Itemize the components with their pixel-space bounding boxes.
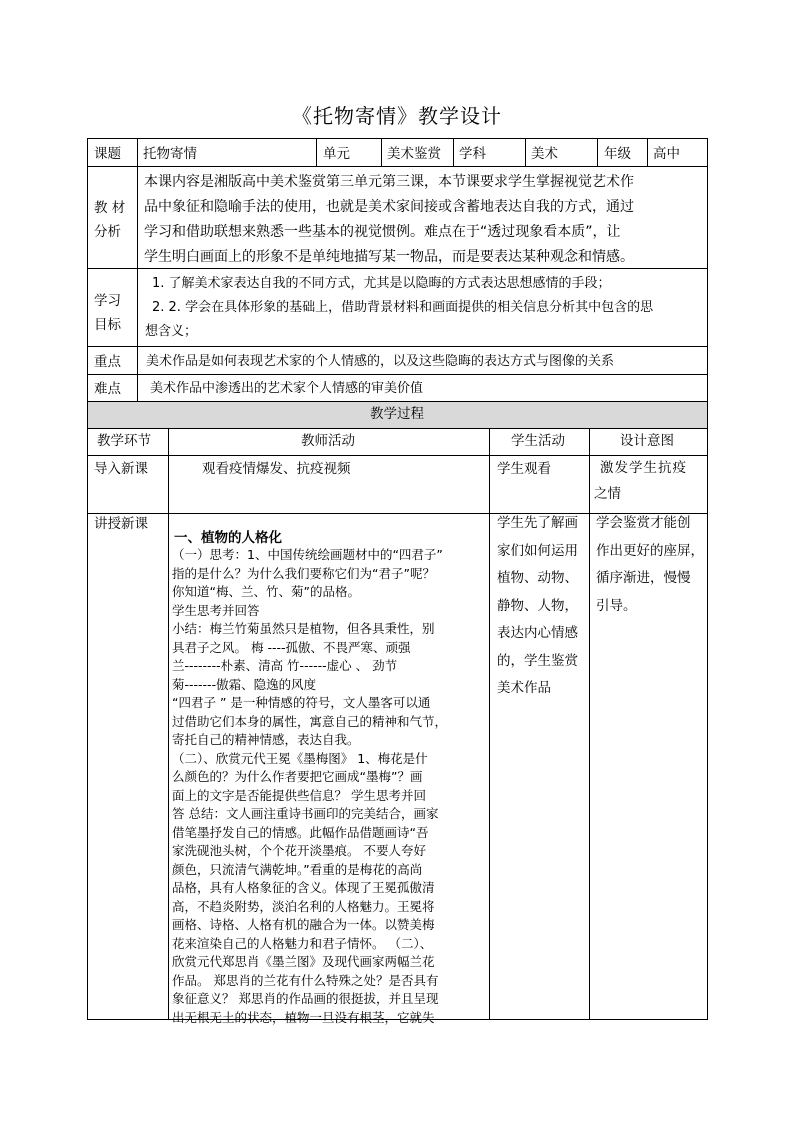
col-divider xyxy=(597,138,598,166)
row-divider xyxy=(87,166,708,167)
row-divider xyxy=(87,428,708,429)
teacher-line: 么颜色的？为什么作者要把它画成“墨梅”？画 xyxy=(172,769,423,784)
teacher-line: 高，不趋炎附势，淡泊名利的人格魅力。王冕将 xyxy=(172,898,435,914)
student-line: 家们如何运用 xyxy=(497,542,578,559)
student-line: 静物、人物， xyxy=(497,597,578,614)
teacher-line: 画格、诗格、人格有机的融合为一体。以赞美梅 xyxy=(172,917,435,932)
key-point-label: 重点 xyxy=(94,354,121,370)
analysis-text xyxy=(144,170,634,270)
process-header: 教学过程 xyxy=(370,406,424,422)
unit-label: 单元 xyxy=(323,146,350,162)
teacher-line: 你知道“梅、兰、竹、菊”的品格。 xyxy=(172,584,360,599)
student-line: 学生先了解画 xyxy=(497,515,578,531)
intent-line: 引导。 xyxy=(596,597,637,614)
key-point-text: 美术作品是如何表现艺术家的个人情感的，以及这些隐晦的表达方式与图像的关系 xyxy=(146,354,615,369)
subject-label: 学科 xyxy=(459,146,486,162)
column-header-teacher: 教师活动 xyxy=(301,433,355,449)
objective-line: 1. 了解美术家表达自我的不同方式，尤其是以隐晦的方式表达思想感情的手段； xyxy=(152,276,611,291)
teach-intent xyxy=(596,510,704,620)
objectives-label: 学习 xyxy=(94,293,121,309)
row-divider xyxy=(87,374,708,375)
teacher-line: 学生思考并回答 xyxy=(172,602,260,618)
teacher-line: （二）、欣赏元代王冕《墨梅图》 1、梅花是什 xyxy=(172,750,428,766)
intent-line: 之情 xyxy=(594,486,621,502)
teacher-line: 家洗砚池头树，个个花开淡墨痕。 不要人夸好 xyxy=(172,843,426,858)
difficulty-text: 美术作品中渗透出的艺术家个人情感的审美价值 xyxy=(150,381,424,396)
col-divider xyxy=(168,428,169,1020)
col-divider xyxy=(316,138,317,166)
column-header-intent: 设计意图 xyxy=(620,433,674,449)
intent-line: 作出更好的座屏， xyxy=(596,542,704,559)
col-divider xyxy=(381,138,382,166)
intro-intent xyxy=(594,455,687,507)
intent-line: 激发学生抗疫 xyxy=(600,460,687,476)
student-activity xyxy=(497,510,578,703)
intro-stage: 导入新课 xyxy=(94,461,148,477)
teacher-line: 出无根无土的状态，植物一旦没有根茎，它就失 xyxy=(172,1009,435,1025)
teacher-line: 指的是什么？为什么我们要称它们为“君子”呢？ xyxy=(172,565,435,581)
intro-student: 学生观看 xyxy=(497,461,551,477)
teach-stage: 讲授新课 xyxy=(94,516,148,532)
teacher-activity xyxy=(172,546,447,1027)
analysis-line: 学习和借助联想来熟悉一些基本的视觉惯例。难点在于“透过现象看本质”，让 xyxy=(144,224,621,240)
teacher-line: “四君子 ” 是一种情感的符号，文人墨客可以通 xyxy=(172,695,431,710)
objective-line: 2. 2. 学会在具体形象的基础上，借助背景材料和画面提供的相关信息分析其中包含的思 xyxy=(152,300,654,315)
analysis-line: 学生明白画面上的形象不是单纯地描写某一物品，而是要表达某种观念和情感。 xyxy=(144,249,634,265)
student-line: 美术作品 xyxy=(497,680,551,696)
column-header-stage: 教学环节 xyxy=(97,433,151,449)
teacher-line: 借笔墨抒发自己的情感。此幅作品借题画诗“吾 xyxy=(172,824,429,840)
intro-teacher: 观看疫情爆发、抗疫视频 xyxy=(202,461,351,477)
teacher-line: 作品。 郑思肖的兰花有什么特殊之处？是否具有 xyxy=(172,972,439,988)
teacher-section-heading: 一、植物的人格化 xyxy=(174,530,282,546)
col-divider xyxy=(647,138,648,166)
difficulty-label: 难点 xyxy=(94,381,121,397)
teacher-line: 花来渲染自己的人格魅力和君子情怀。 （二）、 xyxy=(172,935,433,951)
row-divider xyxy=(87,346,708,347)
teacher-line: 具君子之风。 梅 ----孤傲、不畏严寒、顽强 xyxy=(172,639,411,655)
teacher-line: 兰--------朴素、清高 竹------虚心 、 劲节 xyxy=(172,658,398,673)
grade-value: 高中 xyxy=(653,146,680,162)
objectives-text xyxy=(145,272,654,344)
teacher-line: 答 总结：文人画注重诗书画印的完美结合，画家 xyxy=(172,806,439,821)
teacher-line: 颜色，只流清气满乾坤。”看重的是梅花的高尚 xyxy=(172,861,423,877)
analysis-line: 本课内容是湘版高中美术鉴赏第三单元第三课，本节课要求学生掌握视觉艺术作 xyxy=(144,174,634,190)
document-title: 《托物寄情》教学设计 xyxy=(292,104,502,128)
analysis-label: 教 材 xyxy=(94,200,126,216)
teacher-line: 寄托自己的精神情感，表达自我。 xyxy=(172,732,360,747)
course-label: 课题 xyxy=(94,146,121,162)
objectives-label: 目标 xyxy=(94,317,121,333)
objective-line: 想含义； xyxy=(145,324,198,339)
student-line: 表达内心情感 xyxy=(497,625,578,641)
teacher-line: 面上的文字是否能提供些信息？ 学生思考并回 xyxy=(172,787,426,803)
course-value: 托物寄情 xyxy=(143,146,197,162)
teacher-line: （一）思考：1、中国传统绘画题材中的“四君子” xyxy=(172,547,443,562)
col-divider xyxy=(489,428,490,1020)
column-header-student: 学生活动 xyxy=(511,433,565,449)
col-divider xyxy=(137,138,138,402)
grade-label: 年级 xyxy=(604,146,631,162)
teacher-line: 象征意义？ 郑思肖的作品画的很挺拔，并且呈现 xyxy=(172,991,439,1006)
teacher-line: 过借助它们本身的属性，寓意自己的精神和气节， xyxy=(172,713,448,729)
intent-line: 学会鉴赏才能创 xyxy=(596,515,691,531)
teacher-line: 欣赏元代郑思肖《墨兰图》及现代画家两幅兰花 xyxy=(172,954,435,969)
subject-value: 美术 xyxy=(531,146,558,162)
teacher-line: 品格，具有人格象征的含义。体现了王冕孤傲清 xyxy=(172,880,435,895)
teacher-line: 菊-------傲霜、隐逸的风度 xyxy=(172,676,317,692)
unit-value: 美术鉴赏 xyxy=(387,146,441,162)
teacher-line: 小结：梅兰竹菊虽然只是植物，但各具秉性，别 xyxy=(172,621,435,636)
student-line: 的，学生鉴赏 xyxy=(497,652,578,669)
analysis-line: 品中象征和隐喻手法的使用，也就是美术家间接或含蓄地表达自我的方式，通过 xyxy=(144,199,634,215)
intent-line: 循序渐进，慢慢 xyxy=(596,570,691,586)
student-line: 植物、动物、 xyxy=(497,570,578,586)
col-divider xyxy=(525,138,526,166)
col-divider xyxy=(589,428,590,1020)
col-divider xyxy=(453,138,454,166)
analysis-label: 分析 xyxy=(94,224,121,240)
